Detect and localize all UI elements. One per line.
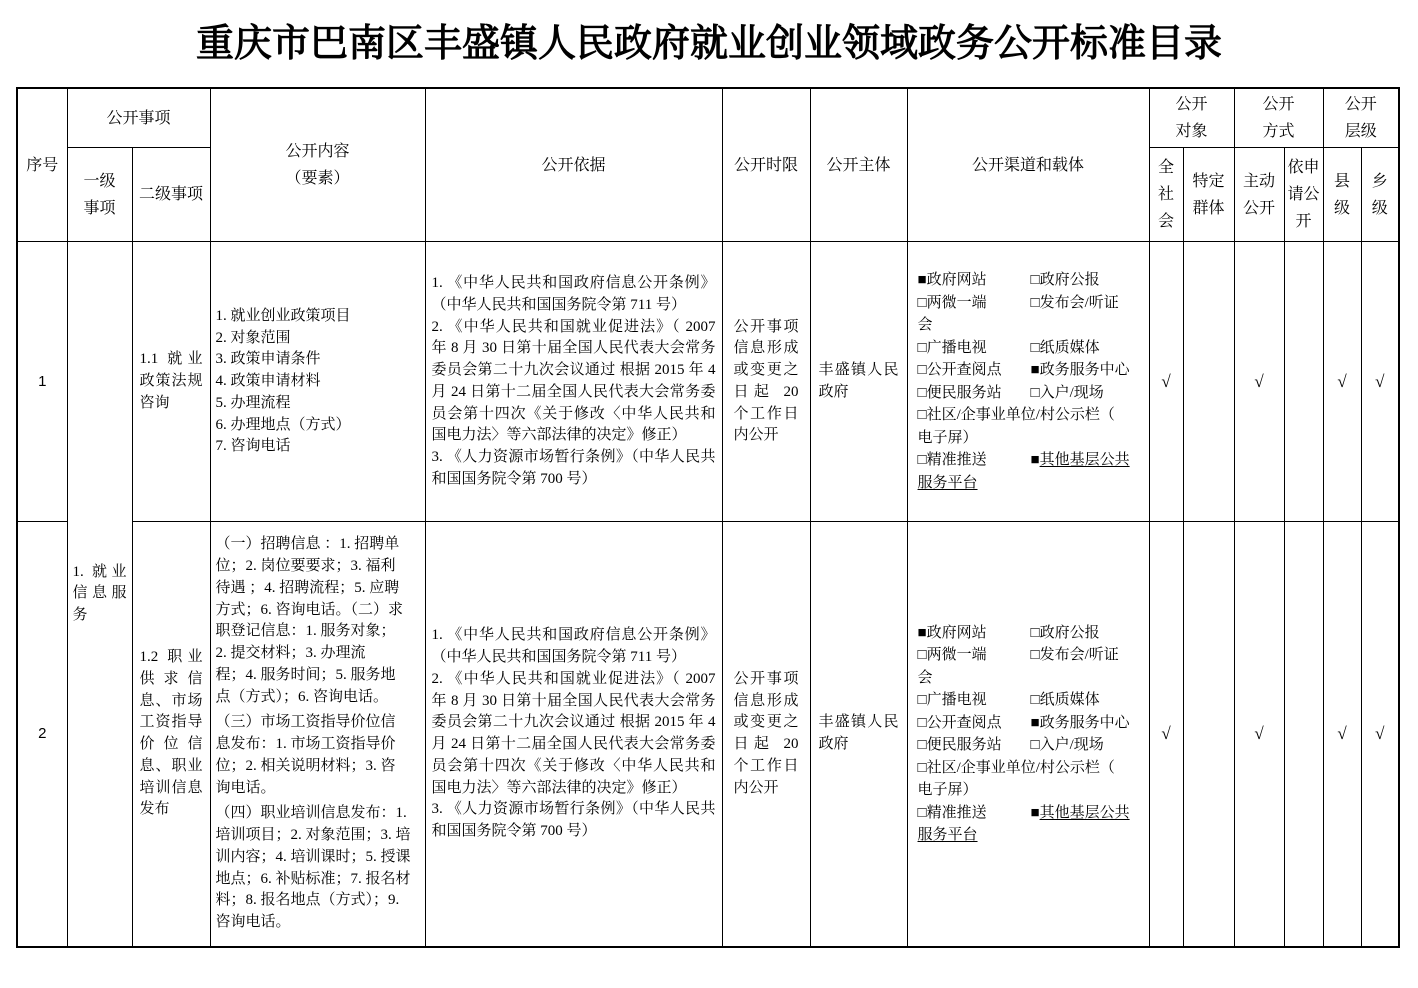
channel-line [918, 337, 1143, 360]
checkbox-empty-icon: □ [917, 714, 927, 731]
channel-item-label: 纸质媒体 [1039, 692, 1100, 709]
content-line: （三）市场工资指导价位信 [215, 714, 396, 731]
channel-item [918, 430, 978, 446]
row2-serial-number: 2 [17, 522, 67, 947]
channel-line [918, 404, 1143, 427]
channel-line [918, 449, 1143, 472]
channel-item-label: 会 [917, 669, 933, 686]
channel-item-label: 纸质媒体 [1039, 339, 1100, 356]
header-channels-carriers: 公开渠道和载体 [907, 88, 1149, 242]
content-line: 训内容；4. 培训课时；5. 授课 [215, 848, 411, 865]
channel-item-label: 政务服务中心 [1039, 362, 1130, 379]
channel-item [1031, 805, 1130, 821]
channel-item [918, 359, 1031, 382]
channel-item-label: 政务服务中心 [1039, 714, 1130, 731]
basis-paragraph: 3. 《人力资源市场暂行条例》（中华人民共和国国务院令第 700 号） [431, 801, 716, 840]
row1-serial-number: 1 [17, 242, 67, 522]
row2-check-level-county: √ [1323, 522, 1361, 947]
content-line: 息发布：1. 市场工资指导价 [215, 736, 396, 753]
checkbox-empty-icon: □ [917, 294, 927, 311]
channel-item [1031, 737, 1104, 753]
channel-line [918, 802, 1143, 825]
content-block [216, 803, 420, 934]
row2-basis-cell [425, 522, 722, 947]
header-group-method-label: 公开方式 [1262, 96, 1295, 141]
standards-table [16, 87, 1400, 948]
header-group-disclosure-items: 公开事项 [67, 88, 210, 148]
content-line: （四）职业培训信息发布：1. [215, 805, 407, 822]
checkbox-empty-icon: □ [1030, 737, 1040, 754]
channel-item [918, 734, 1031, 757]
basis-paragraph: 1. 《中华人民共和国政府信息公开条例》（中华人民共和国国务院令第 711 号） [431, 275, 716, 313]
checkbox-filled-icon: ■ [1030, 714, 1040, 731]
row2-channels-cell [907, 522, 1149, 947]
channel-line [918, 757, 1143, 780]
channel-item [1031, 362, 1130, 378]
checkbox-empty-icon: □ [917, 647, 927, 664]
header-level-township-label: 乡级 [1371, 172, 1388, 217]
channel-item [918, 622, 1031, 645]
header-level1-item-label: 一级事项 [83, 172, 116, 217]
header-disclosure-content-line2: （要素） [285, 170, 350, 188]
channel-item-label: 两微一端 [926, 294, 987, 311]
checkbox-empty-icon: □ [1030, 624, 1040, 641]
content-line: 4. 政策申请材料 [215, 373, 321, 389]
checkbox-empty-icon: □ [1030, 272, 1040, 289]
content-line: 咨询电话。 [215, 914, 291, 931]
header-disclosure-content [210, 88, 425, 242]
row2-check-method-active: √ [1234, 522, 1284, 947]
row1-channels-cell [907, 242, 1149, 522]
checkbox-empty-icon: □ [917, 339, 927, 356]
channel-line [918, 712, 1143, 735]
channel-item [1031, 692, 1100, 708]
page-title: 重庆市巴南区丰盛镇人民政府就业创业领域政务公开标准目录 [195, 23, 1222, 65]
checkbox-empty-icon: □ [1030, 384, 1040, 401]
channel-item-label: 电子屏） [917, 782, 978, 799]
checkbox-empty-icon: □ [917, 407, 927, 424]
channel-item-label: 精准推送 [926, 804, 987, 821]
channel-item-label: 广播电视 [926, 339, 987, 356]
channel-item [1031, 295, 1119, 311]
content-line: 培训项目；2. 对象范围；3. 培 [215, 827, 411, 844]
channel-item-label: 政府公报 [1039, 624, 1100, 641]
channel-line [918, 667, 1143, 690]
content-line: 点（方式）；6. 咨询电话。 [215, 688, 389, 705]
channel-item [918, 802, 1031, 825]
channel-item-label: 精准推送 [926, 452, 987, 469]
channel-line [918, 644, 1143, 667]
checkbox-empty-icon: □ [1030, 294, 1040, 311]
row1-check-audience-all: √ [1149, 242, 1183, 522]
row1-check-audience-specific [1183, 242, 1234, 522]
content-line: 5. 办理流程 [215, 394, 291, 411]
header-method-active-label: 主动公开 [1243, 172, 1276, 217]
header-disclosure-content-line1: 公开内容 [285, 143, 350, 160]
channel-item-label: 服务平台 [917, 474, 978, 491]
header-audience-specific [1183, 148, 1234, 242]
checkbox-empty-icon: □ [1030, 647, 1040, 664]
content-line: 1. 就业创业政策项目 [215, 307, 351, 324]
channel-item [1031, 452, 1130, 468]
channel-item [918, 827, 978, 843]
checkbox-empty-icon: □ [917, 452, 927, 469]
row1-basis-cell [425, 242, 722, 522]
channel-item-label: 入户/现场 [1039, 384, 1104, 401]
header-level-county-label: 县级 [1334, 172, 1351, 217]
content-block [216, 534, 420, 708]
header-method-on-request [1284, 148, 1323, 242]
content-line: 位；2. 相关说明材料；3. 咨 [215, 757, 396, 774]
content-line: 2. 提交材料；3. 办理流 [215, 645, 366, 662]
channel-item-label: 电子屏） [917, 429, 978, 446]
channel-item [918, 292, 1031, 315]
header-level2-item: 二级事项 [132, 148, 210, 242]
row2-check-level-township: √ [1361, 522, 1399, 947]
content-line: 6. 办理地点（方式） [215, 416, 351, 433]
checkbox-empty-icon: □ [1030, 339, 1040, 356]
row1-content-cell [210, 242, 425, 522]
table-row [17, 242, 1399, 522]
checkbox-empty-icon: □ [917, 737, 927, 754]
checkbox-filled-icon: ■ [1030, 804, 1040, 821]
basis-paragraph: 3. 《人力资源市场暂行条例》（中华人民共和国国务院令第 700 号） [431, 449, 716, 487]
channel-item [1031, 647, 1119, 663]
channel-item [1031, 625, 1100, 641]
checkbox-filled-icon: ■ [1030, 362, 1040, 379]
checkbox-empty-icon: □ [1030, 692, 1040, 709]
header-group-method [1234, 88, 1323, 148]
channel-item [918, 760, 1115, 776]
row2-time-limit-cell: 公开事项信息形成或变更之日起 20 个工作日内公开 [722, 522, 810, 947]
row1-check-level-township: √ [1361, 242, 1399, 522]
channel-item [918, 407, 1115, 423]
channel-item [918, 337, 1031, 360]
channel-line [918, 292, 1143, 315]
row2-check-method-on-request [1284, 522, 1323, 947]
level1-item-cell: 1. 就业信息服务 [67, 242, 132, 947]
header-group-audience [1149, 88, 1234, 148]
channel-item-label: 其他基层公共 [1039, 452, 1130, 469]
row1-check-level-county: √ [1323, 242, 1361, 522]
content-line: 待遇 ；4. 招聘流程；5. 应聘 [215, 579, 400, 596]
table-row [17, 522, 1399, 947]
checkbox-empty-icon: □ [917, 384, 927, 401]
row2-check-audience-specific [1183, 522, 1234, 947]
header-method-active [1234, 148, 1284, 242]
basis-paragraph: 1. 《中华人民共和国政府信息公开条例》（中华人民共和国国务院令第 711 号） [431, 627, 716, 666]
channel-line [918, 824, 1143, 847]
header-serial-number: 序号 [17, 88, 67, 242]
content-block [216, 712, 420, 799]
header-group-level [1323, 88, 1399, 148]
channel-item-label: 服务平台 [917, 827, 978, 844]
row1-level2-item-cell: 1.1 就业政策法规咨询 [132, 242, 210, 522]
channel-item-label: 社区/企事业单位/村公示栏（ [926, 759, 1115, 776]
content-line: （一）招聘信息 ：1. 招聘单 [215, 536, 400, 553]
channel-line [918, 269, 1143, 292]
channel-line [918, 427, 1143, 450]
channel-line [918, 382, 1143, 405]
checkbox-empty-icon: □ [917, 692, 927, 709]
channel-item [918, 449, 1031, 472]
channel-item-label: 两微一端 [926, 647, 987, 664]
channel-item-label: 社区/企事业单位/村公示栏（ [926, 407, 1115, 424]
header-disclosure-basis: 公开依据 [425, 88, 722, 242]
row1-check-method-on-request [1284, 242, 1323, 522]
header-level1-item [67, 148, 132, 242]
checkbox-empty-icon: □ [917, 759, 927, 776]
channel-item-label: 广播电视 [926, 692, 987, 709]
content-line: 程；4. 服务时间；5. 服务地 [215, 666, 396, 683]
header-disclosure-subject: 公开主体 [810, 88, 907, 242]
header-time-limit: 公开时限 [722, 88, 810, 242]
channel-line [918, 622, 1143, 645]
row2-check-audience-all: √ [1149, 522, 1183, 947]
channel-line [918, 314, 1143, 337]
channel-item-label: 政府网站 [926, 272, 987, 289]
content-line: 方式；6. 咨询电话。（二）求 [215, 601, 404, 618]
content-line: 位；2. 岗位要要求；3. 福利 [215, 558, 396, 575]
content-line: 职登记信息：1. 服务对象； [215, 623, 396, 640]
channel-item-label: 便民服务站 [926, 384, 1002, 401]
channel-item [918, 782, 978, 798]
header-audience-all [1149, 148, 1183, 242]
content-block [216, 306, 420, 458]
row2-level2-item-cell: 1.2 职业供求信息、市场工资指导价位信息、职业培训信息发布 [132, 522, 210, 947]
content-line: 2. 对象范围 [215, 329, 291, 346]
header-method-on-request-label: 依申请公开 [1287, 159, 1320, 231]
header-audience-all-label: 全社会 [1158, 159, 1175, 231]
content-line: 7. 咨询电话 [215, 438, 291, 455]
channel-item [918, 269, 1031, 292]
content-line: 料；8. 报名地点（方式）；9. [215, 892, 400, 909]
channel-item-label: 便民服务站 [926, 737, 1002, 754]
row1-check-method-active: √ [1234, 242, 1284, 522]
header-audience-specific-label: 特定群体 [1192, 172, 1225, 217]
channel-item-label: 入户/现场 [1039, 737, 1104, 754]
channel-item [918, 475, 978, 491]
content-line: 地点；6. 补贴标准；7. 报名材 [215, 870, 411, 887]
header-level-township [1361, 148, 1399, 242]
header-group-audience-label: 公开对象 [1175, 96, 1208, 141]
header-level-county [1323, 148, 1361, 242]
checkbox-empty-icon: □ [917, 362, 927, 379]
channel-item [1031, 715, 1130, 731]
channel-item-label: 发布会/听证 [1039, 294, 1119, 311]
row1-time-limit-cell: 公开事项信息形成或变更之日起 20 个工作日内公开 [722, 242, 810, 522]
channel-item [918, 712, 1031, 735]
channel-item [1031, 385, 1104, 401]
basis-paragraph: 2. 《中华人民共和国就业促进法》（ 2007 年 8 月 30 日第十届全国人民代表大会常务委员会第二十九次会议通过 根据 2015 年 4 月 24 日第十二届全国人民代表大会常务委员会第十四次《关于修改〈中华人民共和国电力法〉等六部法律的决定》修正） [431, 670, 716, 796]
channel-item-label: 公开查阅点 [926, 362, 1002, 379]
checkbox-filled-icon: ■ [917, 272, 927, 289]
channel-item [918, 689, 1031, 712]
channel-item-label: 公开查阅点 [926, 714, 1002, 731]
channel-line [918, 779, 1143, 802]
channel-line [918, 734, 1143, 757]
channel-item [1031, 272, 1100, 288]
channel-item-label: 发布会/听证 [1039, 647, 1119, 664]
channel-item [918, 670, 933, 686]
channel-item-label: 政府网站 [926, 624, 987, 641]
content-line: 3. 政策申请条件 [215, 351, 321, 368]
row2-content-cell [210, 522, 425, 947]
row2-subject-cell: 丰盛镇人民政府 [810, 522, 907, 947]
channel-line [918, 689, 1143, 712]
checkbox-filled-icon: ■ [1030, 452, 1040, 469]
channel-item-label: 会 [917, 317, 933, 334]
checkbox-filled-icon: ■ [917, 624, 927, 641]
channel-item-label: 其他基层公共 [1039, 804, 1130, 821]
channel-item [918, 644, 1031, 667]
channel-item [918, 317, 933, 333]
row1-subject-cell: 丰盛镇人民政府 [810, 242, 907, 522]
content-line: 询电话。 [215, 779, 276, 796]
channel-item [918, 382, 1031, 405]
channel-line [918, 472, 1143, 495]
channel-item-label: 政府公报 [1039, 272, 1100, 289]
channel-line [918, 359, 1143, 382]
channel-item [1031, 340, 1100, 356]
checkbox-empty-icon: □ [917, 804, 927, 821]
basis-paragraph: 2. 《中华人民共和国就业促进法》（ 2007 年 8 月 30 日第十届全国人民代表大会常务委员会第二十九次会议通过 根据 2015 年 4 月 24 日第十二届全国人民代表大会常务委员会第十四次《关于修改〈中华人民共和国电力法〉等六部法律的决定》修正） [431, 318, 716, 444]
header-group-level-label: 公开层级 [1344, 96, 1377, 141]
